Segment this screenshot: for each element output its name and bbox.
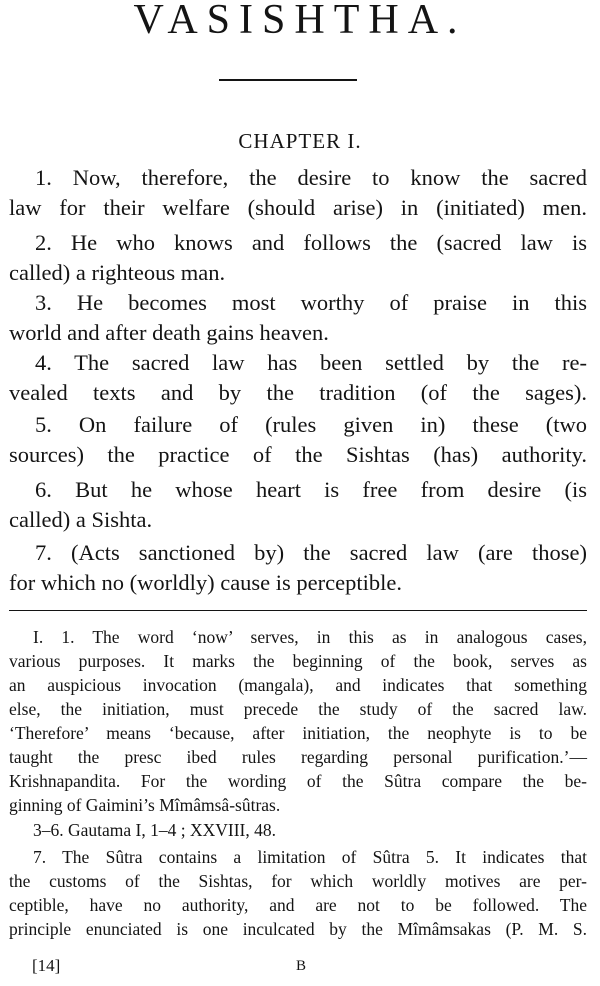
sutra-4 — [9, 348, 587, 408]
sutra-line: 3. He becomes most worthy of praise in this — [35, 290, 587, 315]
chapter-heading: CHAPTER I. — [238, 129, 362, 153]
page-number: [14] — [32, 956, 61, 975]
footnote-1 — [9, 625, 587, 817]
signature-mark: B — [296, 958, 307, 974]
sutra-line: 4. The sacred law has been settled by the re- — [35, 350, 587, 375]
sutra-1 — [9, 163, 587, 223]
footnote-line: I. 1. The word ‘now’ serves, in this as in analogous cases, — [33, 627, 587, 647]
footnote-line: 7. The Sûtra contains a limitation of Sûtra 5. It indicates that — [33, 847, 587, 867]
footnote-line: taught the presc ibed rules regarding personal purification.’— — [9, 747, 587, 767]
sutra-6 — [9, 475, 587, 535]
sutra-2 — [9, 228, 587, 288]
footnote-line: ceptible, have no authority, and are not to be followed. The — [9, 895, 587, 915]
sutra-7 — [9, 538, 587, 598]
footnote-line: an auspicious invocation (mangala), and indicates that something — [9, 675, 587, 695]
sutra-line: 5. On failure of (rules given in) these (two — [35, 412, 587, 437]
sutra-line: world and after death gains heaven. — [9, 320, 329, 345]
footnote-line: ginning of Gaimini’s Mîmâmsâ-sûtras. — [9, 795, 281, 815]
page-title: VASISHTHA. — [133, 0, 467, 43]
footnote-line: the customs of the Sishtas, for which worldly motives are per- — [9, 871, 587, 891]
footnote-2 — [9, 818, 587, 842]
sutra-line: 7. (Acts sanctioned by) the sacred law (are those) — [35, 540, 587, 565]
footnote-line: 3–6. Gautama I, 1–4 ; XXVIII, 48. — [33, 820, 277, 840]
footnote-line: principle enunciated is one inculcated by the Mîmâmsakas (P. M. S. — [9, 919, 587, 939]
footnote-line: else, the initiation, must precede the study of the sacred law. — [9, 699, 587, 719]
sutra-3 — [9, 288, 587, 348]
sutra-5 — [9, 410, 587, 470]
footnote-rule — [9, 610, 587, 611]
sutra-line: 1. Now, therefore, the desire to know the sacred — [35, 165, 587, 190]
sutra-line: vealed texts and by the tradition (of the sages). — [9, 380, 587, 405]
sutra-line: for which no (worldly) cause is perceptible. — [9, 570, 402, 595]
footnote-line: Krishnapandita. For the wording of the Sûtra compare the be- — [9, 771, 587, 791]
footnote-3 — [9, 845, 587, 941]
sutra-line: 6. But he whose heart is free from desire (is — [35, 477, 587, 502]
title-rule — [219, 79, 357, 81]
sutra-line: 2. He who knows and follows the (sacred law is — [35, 230, 587, 255]
footnote-line: various purposes. It marks the beginning of the book, serves as — [9, 651, 587, 671]
footnote-line: ‘Therefore’ means ‘because, after initiation, the neophyte is to be — [9, 723, 587, 743]
sutra-line: called) a righteous man. — [9, 260, 226, 285]
sutra-line: called) a Sishta. — [9, 507, 153, 532]
sutra-line: law for their welfare (should arise) in (initiated) men. — [9, 195, 587, 220]
sutra-line: sources) the practice of the Sishtas (has) authority. — [9, 442, 587, 467]
